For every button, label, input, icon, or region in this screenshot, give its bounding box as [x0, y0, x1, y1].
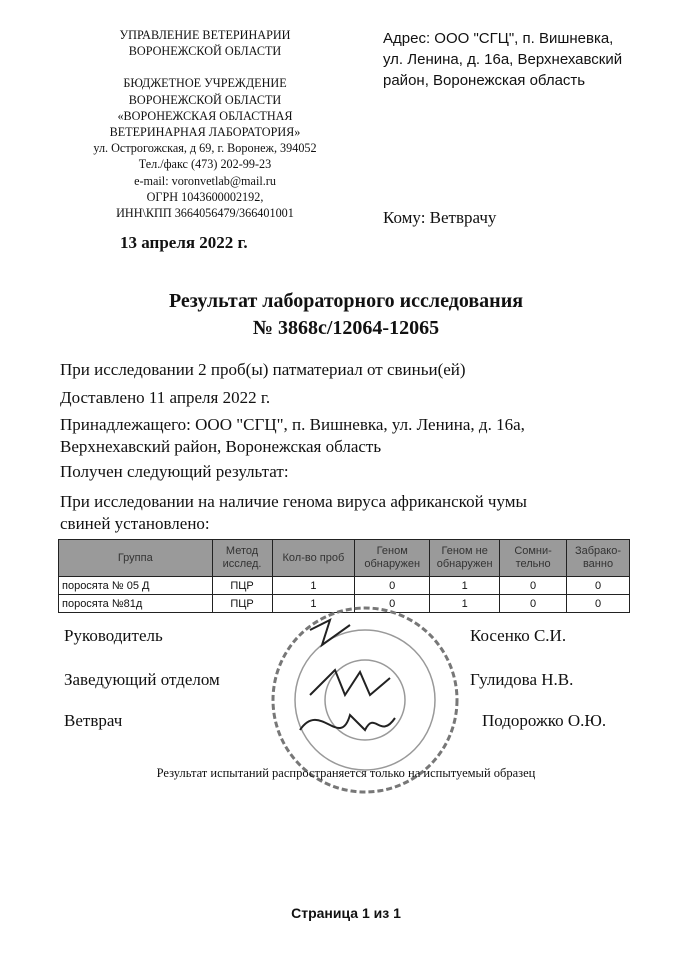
cell: 0 — [355, 577, 430, 595]
disclaimer-note: Результат испытаний распространяется только на испытуемый образец — [156, 766, 536, 780]
col-header: Сомни-тельно — [500, 540, 567, 577]
document-title — [0, 288, 692, 342]
document-date: 13 апреля 2022 г. — [120, 233, 248, 252]
lab-letterhead — [60, 27, 350, 221]
address-line: район, Воронежская область — [383, 72, 586, 89]
letterhead-line: ОГРН 1043600002192, — [146, 189, 264, 204]
table-header-row — [59, 540, 630, 577]
signature-role: Заведующий отделом — [64, 670, 220, 689]
col-header: Геном не обнаружен — [430, 540, 500, 577]
letterhead-line: Тел./факс (473) 202-99-23 — [138, 157, 272, 172]
col-header: Кол-во проб — [272, 540, 355, 577]
letterhead-line: e-mail: voronvetlab@mail.ru — [134, 173, 276, 188]
body-line: Принадлежащего: ООО "СГЦ", п. Вишневка, ул. Ленина, д. 16а, — [60, 415, 525, 434]
cell: 1 — [272, 595, 355, 613]
cell: 1 — [272, 577, 355, 595]
letterhead-line: ВОРОНЕЖСКОЙ ОБЛАСТИ — [128, 44, 282, 59]
cell: поросята №81д — [59, 595, 213, 613]
body-line: Получен следующий результат: — [60, 462, 289, 481]
letterhead-line: ИНН\КПП 3664056479/366401001 — [116, 206, 294, 221]
col-header: Геном обнаружен — [355, 540, 430, 577]
letterhead-line: УПРАВЛЕНИЕ ВЕТЕРИНАРИИ — [119, 28, 291, 42]
signature-role: Ветврач — [64, 711, 123, 730]
letterhead-line: БЮДЖЕТНОЕ УЧРЕЖДЕНИЕ — [123, 76, 287, 91]
cell: 0 — [355, 595, 430, 613]
recipient: Кому: Ветврачу — [383, 208, 497, 227]
body-line: Доставлено 11 апреля 2022 г. — [60, 388, 271, 407]
col-header: Группа — [59, 540, 213, 577]
letterhead-line: ВЕТЕРИНАРНАЯ ЛАБОРАТОРИЯ» — [109, 125, 301, 140]
page-number: Страница 1 из 1 — [291, 905, 401, 921]
official-stamp — [250, 600, 480, 820]
body-line: При исследовании на наличие генома вируса африканской чумы — [60, 492, 527, 511]
col-header: Забрако-ванно — [567, 540, 630, 577]
body-line: При исследовании 2 проб(ы) патматериал от свиньи(ей) — [60, 360, 466, 379]
cell: ПЦР — [212, 595, 272, 613]
cell: 1 — [430, 577, 500, 595]
signature-name: Гулидова Н.В. — [470, 670, 574, 689]
body-line: Верхнехавский район, Воронежская область — [60, 437, 382, 456]
title-line: Результат лабораторного исследования — [168, 290, 524, 312]
body-line: свиней установлено: — [60, 514, 210, 533]
signature-role: Руководитель — [64, 626, 163, 645]
signature-name: Подорожко О.Ю. — [482, 711, 607, 730]
cell: 1 — [430, 595, 500, 613]
letterhead-line: ул. Острогожская, д 69, г. Воронеж, 394052 — [93, 141, 317, 156]
address-line: Адрес: ООО "СГЦ", п. Вишневка, — [383, 30, 614, 47]
signature-2 — [310, 670, 390, 695]
cell: ПЦР — [212, 577, 272, 595]
cell: 0 — [500, 595, 567, 613]
table-row — [59, 577, 630, 595]
address-line: ул. Ленина, д. 16а, Верхнехавский — [383, 51, 623, 68]
cell: 0 — [567, 595, 630, 613]
col-header: Метод исслед. — [212, 540, 272, 577]
cell: 0 — [500, 577, 567, 595]
signature-3 — [300, 715, 395, 730]
cell: 0 — [567, 577, 630, 595]
cell: поросята № 05 Д — [59, 577, 213, 595]
letterhead-line: «ВОРОНЕЖСКАЯ ОБЛАСТНАЯ — [117, 108, 293, 123]
recipient-address — [383, 28, 622, 91]
letterhead-line: ВОРОНЕЖСКОЙ ОБЛАСТИ — [128, 92, 282, 107]
result-number: № 3868с/12064-12065 — [252, 317, 440, 339]
signature-name: Косенко С.И. — [470, 626, 567, 645]
